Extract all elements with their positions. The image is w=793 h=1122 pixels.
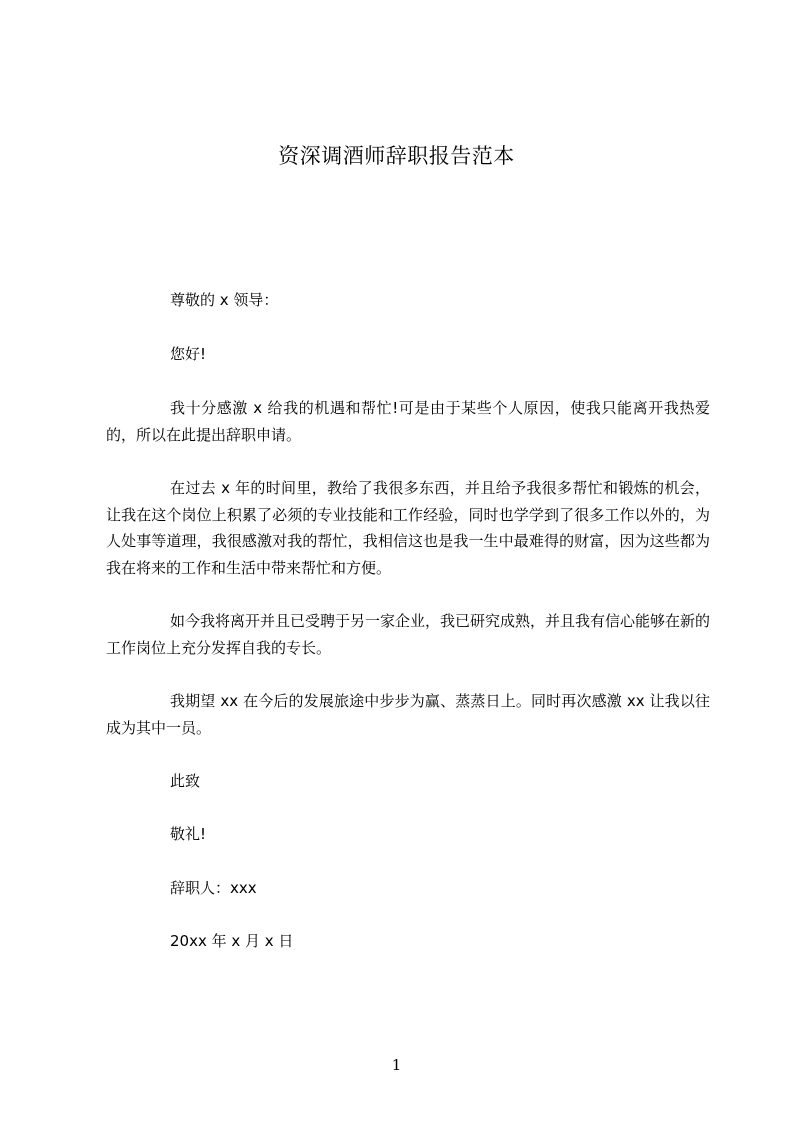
document-title: 资深调酒师辞职报告范本 xyxy=(278,144,515,168)
regards: 敬礼! xyxy=(170,825,207,843)
paragraph-experience: 在过去 x 年的时间里，教给了我很多东西，并且给予我很多帮忙和锻炼的机会，让我在这个岗位上积累了必须的专业技能和工作经验，同时也学学到了很多工作以外的，为人处事等道理，我很感激对我的帮忙，我相信这也是我一生中最难得的财富，因为这些都为我在将来的工作和生活中带来帮忙和方便。 xyxy=(106,479,710,577)
signature: 辞职人：xxx xyxy=(170,879,257,897)
paragraph-gratitude: 我十分感激 x 给我的机遇和帮忙!可是由于某些个人原因，使我只能离开我热爱的，所以在此提出辞职申请。 xyxy=(106,399,710,444)
greeting: 您好! xyxy=(170,345,207,363)
paragraph-wishes: 我期望 xx 在今后的发展旅途中步步为赢、蒸蒸日上。同时再次感激 xx 让我以往成为其中一员。 xyxy=(106,692,710,737)
salutation: 尊敬的 x 领导： xyxy=(170,291,279,309)
date: 20xx 年 x 月 x 日 xyxy=(170,932,294,950)
page-number: 1 xyxy=(391,1056,402,1074)
closing: 此致 xyxy=(170,772,201,790)
paragraph-new-job: 如今我将离开并且已受聘于另一家企业，我已研究成熟，并且我有信心能够在新的工作岗位上充分发挥自我的专长。 xyxy=(106,612,711,657)
